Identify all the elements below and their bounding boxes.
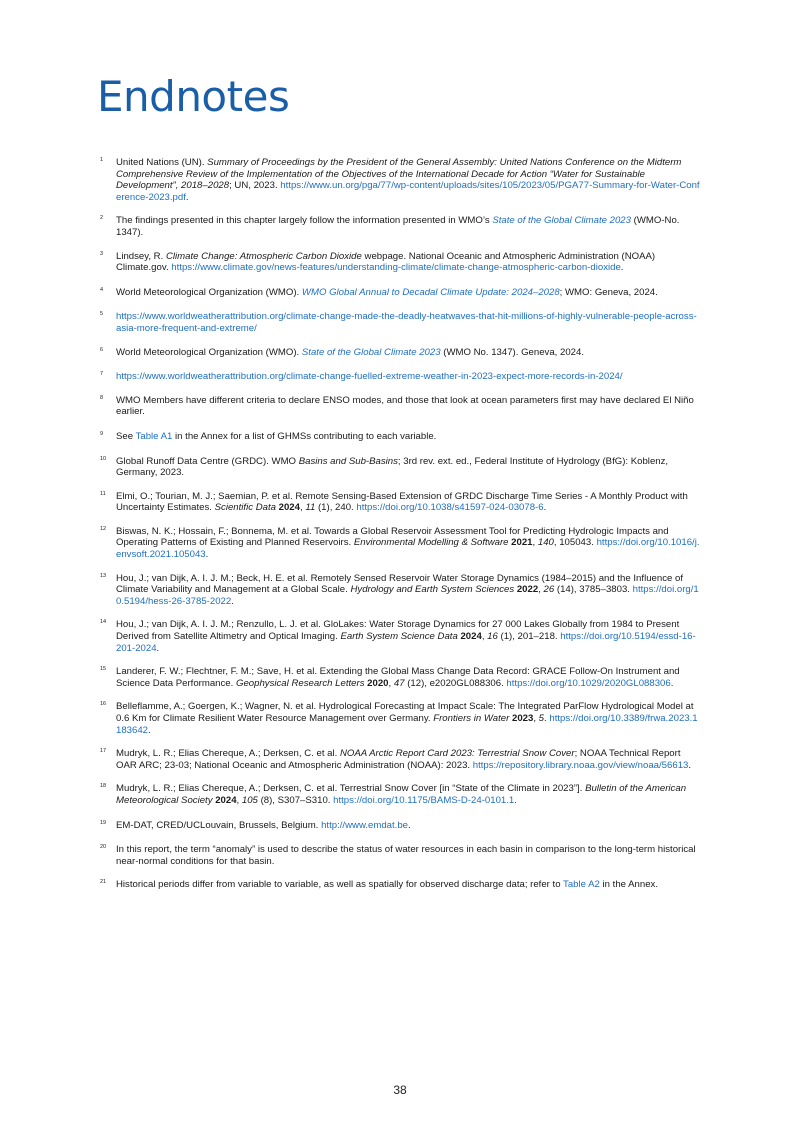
endnote-item (100, 157, 700, 203)
reference-link[interactable]: https://doi.org/10.3389/frwa.2023.1183642 (116, 713, 698, 736)
italic-title: 26 (543, 584, 555, 596)
italic-title: Bulletin of the American Meteorological Society (116, 783, 687, 806)
italic-title: Hydrology and Earth System Sciences (350, 584, 515, 596)
endnote-text: Mudryk, L. R.; Elias Chereque, A.; Derksen, C. et al. Terrestrial Snow Cover [in “State of the Climate in 2023”]. (116, 783, 586, 795)
endnote-number: 14 (100, 619, 107, 626)
endnote-text: in the Annex. (599, 879, 658, 891)
endnote-text: webpage. National Oceanic and Atmospheric Administration (NOAA) Climate.gov. (116, 250, 656, 274)
endnote-text: Global Runoff Data Centre (GRDC). WMO (116, 455, 299, 467)
endnote-text: Landerer, F. W.; Flechtner, F. M.; Save, H. et al. Extending the Global Mass Change Data Record: GRACE Follow-On Instrument and Science Data Performance. (116, 666, 680, 689)
italic-title: Scientific Data (214, 502, 276, 514)
endnote-text: EM-DAT, CRED/UCLouvain, Brussels, Belgium. (116, 819, 322, 831)
italic-title: Climate Change: Atmospheric Carbon Dioxide (165, 250, 362, 262)
endnote-text: . (148, 724, 151, 736)
reference-link[interactable]: State of the Global Climate 2023 (301, 346, 441, 358)
endnote-number: 4 (100, 286, 104, 293)
endnote-number: 13 (100, 572, 107, 579)
endnote-number: 2 (100, 215, 104, 222)
italic-title: 47 (393, 677, 405, 689)
reference-link[interactable]: WMO Global Annual to Decadal Climate Update: 2024–2028 (301, 286, 560, 298)
endnote-text: See (116, 430, 136, 442)
bold-year: 2024 (278, 502, 300, 514)
reference-link[interactable]: https://doi.org/10.5194/hess-26-3785-2022 (116, 584, 699, 607)
endnote-text: . (543, 502, 547, 514)
endnote-text: , (533, 713, 539, 724)
italic-title: 5 (538, 713, 545, 724)
italic-title: Geophysical Research Letters (235, 677, 365, 689)
endnote-number: 20 (100, 844, 107, 851)
endnote-text: United Nations (UN). (116, 157, 208, 168)
endnote-text: , (299, 502, 306, 514)
endnote-text: . (620, 262, 624, 274)
endnote-number: 5 (100, 311, 104, 318)
endnote-text: World Meteorological Organization (WMO). (116, 346, 302, 358)
bold-year: 2022 (516, 584, 539, 596)
italic-title: 105 (241, 794, 258, 806)
endnote-item (100, 251, 700, 274)
endnote-number: 9 (100, 430, 104, 437)
endnotes-list (100, 157, 700, 891)
endnote-item (100, 311, 700, 334)
italic-title: Environmental Modelling & Software (353, 537, 509, 549)
endnote-item (100, 395, 700, 418)
reference-link[interactable]: State of the Global Climate 2023 (492, 215, 631, 227)
endnote-text: in the Annex for a list of GHMSs contributing to each variable. (172, 430, 437, 442)
bold-year: 2024 (215, 794, 237, 806)
endnote-text: . (205, 549, 209, 561)
reference-link[interactable]: https://www.climate.gov/news-features/understanding-climate/climate-change-atmospheric-carbon-dioxide (171, 262, 621, 274)
endnote-text: Lindsey, R. (116, 250, 166, 262)
endnote-item (100, 879, 700, 891)
endnote-number: 3 (100, 250, 104, 257)
italic-title: Basins and Sub-Basins (298, 455, 398, 467)
endnote-text: ; WMO: Geneva, 2024. (559, 286, 658, 298)
reference-link[interactable]: https://doi.org/10.5194/essd-16-201-2024 (116, 631, 696, 654)
bold-year: 2020 (367, 677, 389, 689)
endnote-text: , (538, 584, 544, 596)
endnote-item (100, 371, 700, 383)
endnote-item (100, 215, 700, 238)
reference-link[interactable]: https://doi.org/10.1175/BAMS-D-24-0101.1 (333, 794, 515, 806)
endnote-number: 17 (100, 748, 107, 755)
endnote-text: . (231, 595, 234, 607)
reference-link[interactable]: Table A2 (563, 879, 600, 891)
endnote-item (100, 491, 700, 514)
endnote-text: . (670, 677, 674, 689)
endnote-text: (8), S307–S310. (257, 794, 334, 806)
reference-link[interactable]: https://www.worldweatherattribution.org/climate-change-made-the-deadly-heatwaves-that-hit-millions-of-highly-vulnerable-people-across-asia-more-frequent-and-extreme/ (116, 311, 697, 334)
endnote-text: , (388, 677, 394, 689)
endnote-text: (WMO No. 1347). Geneva, 2024. (440, 346, 585, 358)
bold-year: 2024 (460, 631, 482, 643)
page-number: 38 (393, 1083, 407, 1097)
endnote-text: (14), 3785–3803. (554, 584, 633, 596)
endnote-text: (1), 240. (315, 502, 357, 514)
endnote-text: . (514, 794, 517, 806)
endnote-number: 8 (100, 394, 104, 401)
endnote-text: In this report, the term “anomaly” is used to describe the status of water resources in each basin in comparison to the long-term historical near-normal conditions for that basin. (116, 844, 696, 867)
endnote-item (100, 526, 700, 561)
endnote-text: , 105043. (553, 537, 597, 549)
endnote-item (100, 783, 700, 806)
endnote-number: 21 (100, 879, 107, 886)
endnote-text: . (156, 642, 160, 654)
endnote-item (100, 820, 700, 832)
endnote-item (100, 844, 700, 867)
italic-title: 16 (487, 631, 498, 643)
italic-title: Earth System Science Data (340, 631, 458, 643)
endnote-text: Biswas, N. K.; Hossain, F.; Bonnema, M. et al. Towards a Global Reservoir Assessment Tool for Predicting Hydrologic Impacts and Operating Patterns of Existing and Planned Reservoirs. (116, 525, 669, 549)
endnote-text: ; NOAA Technical Report OAR ARC; 23-03; National Oceanic and Atmospheric Administration (NOAA): 2023. (116, 748, 681, 771)
endnote-item (100, 666, 700, 689)
page-title: Endnotes (97, 72, 290, 121)
endnote-item (100, 456, 700, 479)
endnote-item (100, 287, 700, 299)
endnote-item (100, 431, 700, 443)
endnote-text: . (185, 191, 189, 203)
endnote-text: The findings presented in this chapter largely follow the information presented in WMO’s (116, 215, 493, 227)
endnote-number: 16 (100, 701, 107, 708)
reference-link[interactable]: https://www.un.org/pga/77/wp-content/uploads/sites/105/2023/05/PGA77-Summary-for-Water-Conference-2023.pdf (116, 180, 700, 203)
reference-link[interactable]: https://www.worldweatherattribution.org/climate-change-fuelled-extreme-weather-in-2023-expect-more-records-in-2024/ (116, 371, 623, 383)
endnote-text: . (544, 713, 550, 724)
endnote-item (100, 701, 700, 736)
endnote-text: World Meteorological Organization (WMO). (116, 286, 302, 298)
endnote-text: , (236, 794, 242, 806)
endnote-text: Hou, J.; van Dijk, A. I. J. M.; Renzullo, L. J. et al. GloLakes: Water Storage Dynamics for 27 000 Lakes Globally from 1984 to Present Derived from Satellite Altimetry and Optical Imaging. (116, 619, 680, 643)
reference-link[interactable]: Table A1 (135, 430, 173, 442)
endnote-number: 7 (100, 371, 104, 378)
reference-link[interactable]: https://repository.library.noaa.gov/view/noaa/56613 (472, 759, 689, 771)
endnote-text: Belleflamme, A.; Goergen, K.; Wagner, N. et al. Hydrological Forecasting at Impact Scale: The Integrated ParFlow Hydrological Model at 0.6 Km for Climate Resilient Water Resource Management over Germany. (116, 701, 694, 724)
reference-link[interactable]: http://www.emdat.be (321, 819, 409, 831)
endnote-text: ; UN, 2023. (229, 180, 281, 192)
endnote-text: Historical periods differ from variable to variable, as well as spatially for observed discharge data; refer to (116, 879, 564, 891)
endnote-item (100, 619, 700, 654)
endnote-text: (12), e2020GL088306. (404, 677, 507, 689)
italic-title: 140 (537, 537, 554, 549)
endnote-text: WMO Members have different criteria to declare ENSO modes, and those that look at ocean parameters first may have declared El Niño earlier. (116, 394, 694, 418)
endnote-text: Elmi, O.; Tourian, M. J.; Saemian, P. et al. Remote Sensing-Based Extension of GRDC Discharge Time Series - A Monthly Product with Uncertainty Estimates. (116, 490, 688, 514)
italic-title: Frontiers in Water (433, 713, 510, 724)
bold-year: 2023 (511, 713, 534, 724)
endnote-number: 11 (100, 490, 106, 497)
endnote-text: (1), 201–218. (497, 631, 561, 643)
endnote-number: 15 (100, 666, 107, 673)
endnote-number: 19 (100, 819, 107, 826)
endnote-text: (WMO-No. 1347). (116, 215, 680, 238)
endnote-text: ; 3rd rev. ext. ed., Federal Institute of Hydrology (BfG): Koblenz, Germany, 2023. (116, 455, 669, 479)
endnote-text: Hou, J.; van Dijk, A. I. J. M.; Beck, H. E. et al. Remotely Sensed Reservoir Water Storage Dynamics (1984–2015) and the Influence of Climate Variability and Management at a Global Scale. (116, 572, 684, 596)
endnote-number: 18 (100, 783, 107, 790)
endnote-item (100, 347, 700, 359)
italic-title: NOAA Arctic Report Card 2023: Terrestrial Snow Cover (339, 748, 575, 760)
endnote-number: 6 (100, 346, 104, 353)
endnote-item (100, 573, 700, 608)
italic-title: 11 (305, 502, 316, 514)
endnote-item (100, 748, 700, 771)
reference-link[interactable]: https://doi.org/10.1029/2020GL088306 (506, 677, 671, 689)
endnote-number: 10 (100, 455, 107, 462)
reference-link[interactable]: https://doi.org/10.1016/j.envsoft.2021.105043 (116, 537, 700, 561)
endnote-text: . (688, 759, 692, 771)
bold-year: 2021 (511, 537, 533, 549)
italic-title: Summary of Proceedings by the President of the General Assembly: United Nations Conference on the Midterm Comprehensive Review of the Implementation of the Objectives of the International Decade for Action “Water for Sustainable Development”, 2018–2028 (116, 157, 682, 192)
reference-link[interactable]: https://doi.org/10.1038/s41597-024-03078-6 (356, 502, 544, 514)
endnote-text: , (481, 631, 488, 643)
endnote-text: , (532, 537, 538, 549)
endnote-text: . (408, 819, 411, 831)
endnote-number: 12 (100, 525, 107, 532)
endnote-text: Mudryk, L. R.; Elias Chereque, A.; Derksen, C. et al. (116, 748, 340, 760)
endnote-number: 1 (100, 157, 104, 163)
